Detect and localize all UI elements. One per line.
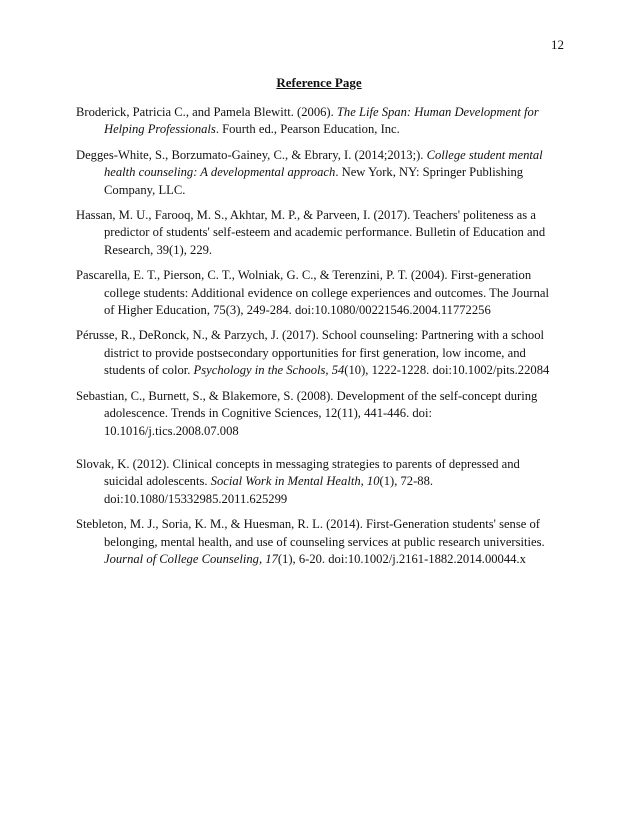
- reference-text-tail: (10), 1222-1228. doi:10.1002/pits.22084: [344, 363, 550, 378]
- reference-entry: [76, 104, 562, 139]
- reference-title-italic: Journal of College Counseling, 17: [104, 551, 278, 566]
- reference-entry: [76, 267, 562, 319]
- reference-text: Degges-White, S., Borzumato-Gainey, C., & Ebrary, I. (2014;2013;).: [76, 147, 427, 162]
- reference-list: [76, 104, 562, 576]
- reference-text-tail: (1), 6-20. doi:10.1002/j.2161-1882.2014.00044.x: [277, 551, 526, 566]
- reference-entry: [76, 516, 562, 568]
- reference-text: Pascarella, E. T., Pierson, C. T., Wolniak, G. C., & Terenzini, P. T. (2004). First-generation college students: Additional evidence on college experiences and outcomes. The Journal of Higher Education, 75(3), 249-284. doi:10.1080/00221546.2004.11772256: [76, 268, 549, 318]
- reference-text-tail: (1), 72-88. doi:10.1080/15332985.2011.625299: [104, 474, 434, 506]
- reference-title-italic: Psychology in the Schools, 54: [193, 363, 345, 378]
- reference-entry: [76, 207, 562, 259]
- reference-text-tail: . New York, NY: Springer Publishing Company, LLC.: [104, 165, 524, 197]
- page-number: 12: [551, 37, 564, 52]
- reference-title-italic: Social Work in Mental Health, 10: [210, 474, 380, 489]
- reference-text-tail: . Fourth ed., Pearson Education, Inc.: [215, 122, 400, 137]
- reference-entry: [76, 147, 562, 199]
- reference-text: Pérusse, R., DeRonck, N., & Parzych, J. (2017). School counseling: Partnering with a school district to provide postsecondary opportunities for first generation, low income, and students of color.: [76, 328, 544, 378]
- reference-text: Broderick, Patricia C., and Pamela Blewitt. (2006).: [76, 105, 337, 119]
- reference-entry: [76, 388, 562, 440]
- page-title: Reference Page: [276, 75, 362, 90]
- reference-text: Hassan, M. U., Farooq, M. S., Akhtar, M. P., & Parveen, I. (2017). Teachers' politeness as a predictor of students' self-esteem and academic performance. Bulletin of Education and Research, 39(1), 229.: [76, 208, 546, 257]
- reference-title-italic: College student mental health counseling: A developmental approach: [104, 147, 543, 180]
- reference-title-italic: The Life Span: Human Development for Helping Professionals: [104, 105, 539, 137]
- reference-entry: [76, 327, 562, 379]
- reference-text: Stebleton, M. J., Soria, K. M., & Huesman, R. L. (2014). First-Generation students' sense of belonging, mental health, and use of counseling services at public research universities.: [76, 517, 545, 549]
- reference-text: Slovak, K. (2012). Clinical concepts in messaging strategies to parents of depressed and suicidal adolescents.: [76, 456, 520, 489]
- reference-text: Sebastian, C., Burnett, S., & Blakemore, S. (2008). Development of the self-concept during adolescence. Trends in Cognitive Sciences, 12(11), 441-446. doi: 10.1016/j.tics.2008.07.008: [76, 388, 538, 438]
- reference-entry: [76, 456, 562, 508]
